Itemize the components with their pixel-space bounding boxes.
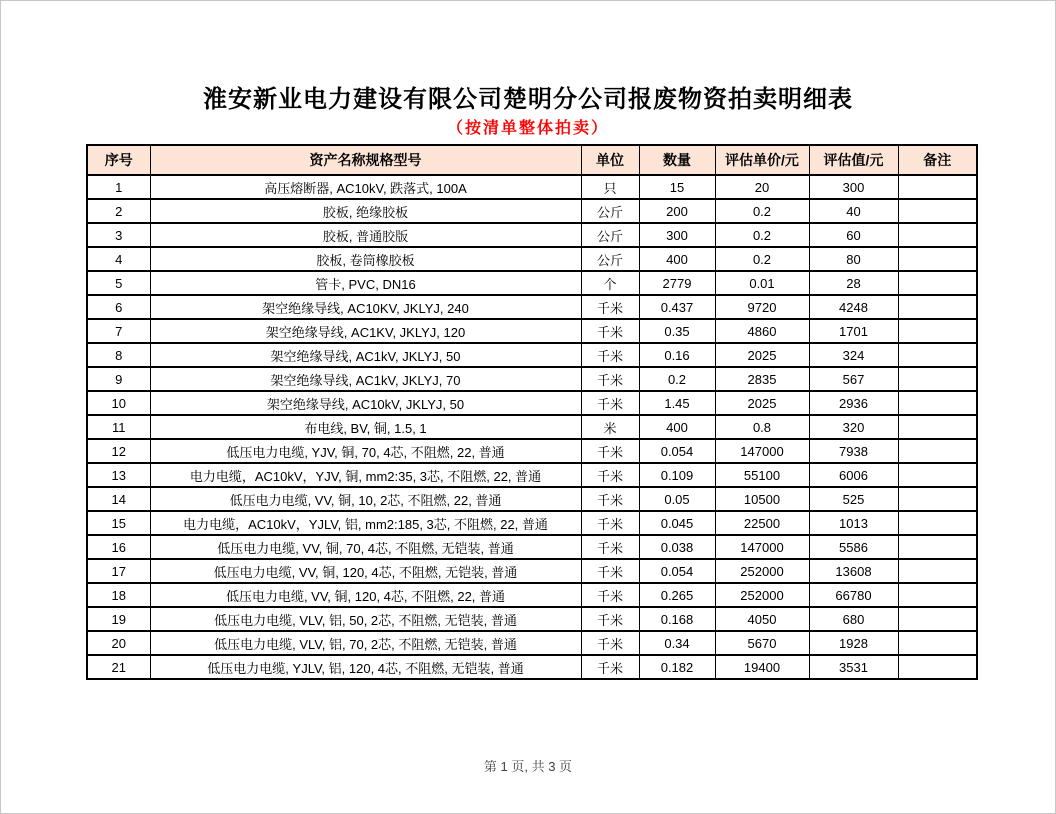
cell-qty: 400 (639, 247, 715, 271)
cell-no: 4 (87, 247, 150, 271)
cell-name: 架空绝缘导线, AC10kV, JKLYJ, 50 (150, 391, 581, 415)
table-row (87, 583, 977, 607)
cell-name: 高压熔断器, AC10kV, 跌落式, 100A (150, 175, 581, 199)
cell-price: 4050 (715, 607, 809, 631)
cell-qty: 15 (639, 175, 715, 199)
cell-price: 0.01 (715, 271, 809, 295)
table-row (87, 391, 977, 415)
cell-price: 252000 (715, 559, 809, 583)
cell-unit: 千米 (581, 487, 639, 511)
cell-name: 胶板, 卷筒橡胶板 (150, 247, 581, 271)
cell-note (898, 247, 977, 271)
header-row (87, 145, 977, 175)
cell-unit: 千米 (581, 391, 639, 415)
cell-unit: 千米 (581, 463, 639, 487)
cell-value: 1701 (809, 319, 898, 343)
cell-name: 架空绝缘导线, AC10KV, JKLYJ, 240 (150, 295, 581, 319)
cell-qty: 400 (639, 415, 715, 439)
cell-note (898, 295, 977, 319)
table-row (87, 175, 977, 199)
cell-name: 低压电力电缆, VV, 铜, 10, 2芯, 不阻燃, 22, 普通 (150, 487, 581, 511)
cell-note (898, 559, 977, 583)
cell-price: 2025 (715, 391, 809, 415)
cell-value: 28 (809, 271, 898, 295)
cell-unit: 千米 (581, 439, 639, 463)
cell-unit: 千米 (581, 295, 639, 319)
cell-name: 架空绝缘导线, AC1KV, JKLYJ, 120 (150, 319, 581, 343)
cell-price: 0.2 (715, 247, 809, 271)
table-row (87, 439, 977, 463)
cell-note (898, 439, 977, 463)
cell-note (898, 367, 977, 391)
cell-note (898, 343, 977, 367)
cell-price: 0.2 (715, 223, 809, 247)
cell-price: 147000 (715, 535, 809, 559)
cell-no: 20 (87, 631, 150, 655)
table-row (87, 271, 977, 295)
cell-price: 2025 (715, 343, 809, 367)
cell-no: 16 (87, 535, 150, 559)
table-row (87, 199, 977, 223)
cell-qty: 0.35 (639, 319, 715, 343)
table-row (87, 631, 977, 655)
cell-qty: 0.054 (639, 439, 715, 463)
table-row (87, 607, 977, 631)
cell-note (898, 535, 977, 559)
cell-no: 9 (87, 367, 150, 391)
cell-price: 22500 (715, 511, 809, 535)
cell-value: 300 (809, 175, 898, 199)
cell-name: 低压电力电缆, VV, 铜, 120, 4芯, 不阻燃, 22, 普通 (150, 583, 581, 607)
header-cell-name: 资产名称规格型号 (150, 145, 581, 175)
cell-name: 低压电力电缆, VV, 铜, 70, 4芯, 不阻燃, 无铠装, 普通 (150, 535, 581, 559)
cell-value: 6006 (809, 463, 898, 487)
cell-unit: 公斤 (581, 223, 639, 247)
cell-name: 电力电缆，AC10kV，YJV, 铜, mm2:35, 3芯, 不阻燃, 22, 普通 (150, 463, 581, 487)
table-row (87, 223, 977, 247)
table-row (87, 415, 977, 439)
cell-unit: 千米 (581, 655, 639, 679)
cell-price: 9720 (715, 295, 809, 319)
cell-qty: 0.2 (639, 367, 715, 391)
cell-note (898, 655, 977, 679)
table-row (87, 343, 977, 367)
header-cell-unit: 单位 (581, 145, 639, 175)
cell-unit: 千米 (581, 319, 639, 343)
header-cell-qty: 数量 (639, 145, 715, 175)
table-body (87, 175, 977, 679)
cell-qty: 0.34 (639, 631, 715, 655)
cell-note (898, 415, 977, 439)
table-row (87, 511, 977, 535)
table-row (87, 295, 977, 319)
cell-name: 电力电缆，AC10kV，YJLV, 铝, mm2:185, 3芯, 不阻燃, 22, 普通 (150, 511, 581, 535)
cell-unit: 只 (581, 175, 639, 199)
page-subtitle: （按清单整体拍卖） (446, 120, 609, 137)
cell-qty: 0.038 (639, 535, 715, 559)
cell-value: 324 (809, 343, 898, 367)
cell-qty: 0.168 (639, 607, 715, 631)
cell-note (898, 631, 977, 655)
cell-no: 14 (87, 487, 150, 511)
cell-name: 低压电力电缆, YJLV, 铝, 120, 4芯, 不阻燃, 无铠装, 普通 (150, 655, 581, 679)
cell-price: 19400 (715, 655, 809, 679)
cell-no: 10 (87, 391, 150, 415)
cell-name: 胶板, 普通胶版 (150, 223, 581, 247)
header-cell-no: 序号 (87, 145, 150, 175)
cell-no: 13 (87, 463, 150, 487)
cell-qty: 1.45 (639, 391, 715, 415)
cell-name: 架空绝缘导线, AC1kV, JKLYJ, 70 (150, 367, 581, 391)
cell-value: 680 (809, 607, 898, 631)
cell-qty: 0.437 (639, 295, 715, 319)
cell-value: 5586 (809, 535, 898, 559)
cell-qty: 200 (639, 199, 715, 223)
cell-note (898, 607, 977, 631)
cell-unit: 千米 (581, 631, 639, 655)
cell-name: 管卡, PVC, DN16 (150, 271, 581, 295)
cell-unit: 千米 (581, 535, 639, 559)
cell-no: 21 (87, 655, 150, 679)
cell-note (898, 487, 977, 511)
cell-value: 66780 (809, 583, 898, 607)
cell-value: 3531 (809, 655, 898, 679)
table-row (87, 319, 977, 343)
cell-no: 12 (87, 439, 150, 463)
cell-qty: 2779 (639, 271, 715, 295)
cell-value: 1928 (809, 631, 898, 655)
cell-note (898, 511, 977, 535)
cell-note (898, 463, 977, 487)
cell-no: 8 (87, 343, 150, 367)
header-cell-price: 评估单价/元 (715, 145, 809, 175)
cell-note (898, 271, 977, 295)
cell-name: 低压电力电缆, VLV, 铝, 70, 2芯, 不阻燃, 无铠装, 普通 (150, 631, 581, 655)
cell-qty: 300 (639, 223, 715, 247)
cell-no: 15 (87, 511, 150, 535)
cell-name: 胶板, 绝缘胶板 (150, 199, 581, 223)
header-cell-value: 评估值/元 (809, 145, 898, 175)
table-row (87, 247, 977, 271)
cell-price: 55100 (715, 463, 809, 487)
table-row (87, 559, 977, 583)
cell-no: 11 (87, 415, 150, 439)
cell-no: 6 (87, 295, 150, 319)
cell-note (898, 223, 977, 247)
cell-no: 19 (87, 607, 150, 631)
page-title: 淮安新业电力建设有限公司楚明分公司报废物资拍卖明细表 (203, 86, 853, 113)
cell-qty: 0.045 (639, 511, 715, 535)
cell-price: 4860 (715, 319, 809, 343)
cell-note (898, 391, 977, 415)
cell-note (898, 199, 977, 223)
cell-name: 架空绝缘导线, AC1kV, JKLYJ, 50 (150, 343, 581, 367)
cell-no: 7 (87, 319, 150, 343)
cell-price: 147000 (715, 439, 809, 463)
cell-no: 1 (87, 175, 150, 199)
cell-name: 低压电力电缆, VLV, 铝, 50, 2芯, 不阻燃, 无铠装, 普通 (150, 607, 581, 631)
cell-name: 布电线, BV, 铜, 1.5, 1 (150, 415, 581, 439)
cell-unit: 米 (581, 415, 639, 439)
table-row (87, 535, 977, 559)
cell-value: 2936 (809, 391, 898, 415)
cell-no: 2 (87, 199, 150, 223)
cell-price: 20 (715, 175, 809, 199)
cell-no: 17 (87, 559, 150, 583)
cell-price: 2835 (715, 367, 809, 391)
cell-unit: 公斤 (581, 199, 639, 223)
cell-unit: 千米 (581, 367, 639, 391)
cell-no: 5 (87, 271, 150, 295)
table-row (87, 655, 977, 679)
cell-price: 252000 (715, 583, 809, 607)
table-row (87, 367, 977, 391)
cell-unit: 千米 (581, 583, 639, 607)
cell-value: 7938 (809, 439, 898, 463)
cell-name: 低压电力电缆, VV, 铜, 120, 4芯, 不阻燃, 无铠装, 普通 (150, 559, 581, 583)
cell-name: 低压电力电缆, YJV, 铜, 70, 4芯, 不阻燃, 22, 普通 (150, 439, 581, 463)
cell-value: 525 (809, 487, 898, 511)
cell-unit: 公斤 (581, 247, 639, 271)
cell-qty: 0.054 (639, 559, 715, 583)
cell-qty: 0.182 (639, 655, 715, 679)
page-footer: 第 1 页, 共 3 页 (483, 759, 573, 774)
cell-note (898, 583, 977, 607)
cell-no: 3 (87, 223, 150, 247)
asset-table (86, 144, 978, 680)
cell-value: 60 (809, 223, 898, 247)
cell-unit: 千米 (581, 511, 639, 535)
table-row (87, 463, 977, 487)
cell-qty: 0.109 (639, 463, 715, 487)
cell-value: 13608 (809, 559, 898, 583)
cell-qty: 0.05 (639, 487, 715, 511)
cell-qty: 0.265 (639, 583, 715, 607)
cell-value: 80 (809, 247, 898, 271)
cell-value: 567 (809, 367, 898, 391)
cell-price: 5670 (715, 631, 809, 655)
cell-price: 0.8 (715, 415, 809, 439)
cell-note (898, 175, 977, 199)
cell-unit: 千米 (581, 343, 639, 367)
cell-no: 18 (87, 583, 150, 607)
cell-price: 10500 (715, 487, 809, 511)
table-row (87, 487, 977, 511)
cell-unit: 千米 (581, 559, 639, 583)
header-cell-note: 备注 (898, 145, 977, 175)
cell-value: 4248 (809, 295, 898, 319)
cell-unit: 千米 (581, 607, 639, 631)
cell-unit: 个 (581, 271, 639, 295)
cell-note (898, 319, 977, 343)
cell-qty: 0.16 (639, 343, 715, 367)
cell-value: 320 (809, 415, 898, 439)
cell-price: 0.2 (715, 199, 809, 223)
cell-value: 40 (809, 199, 898, 223)
cell-value: 1013 (809, 511, 898, 535)
